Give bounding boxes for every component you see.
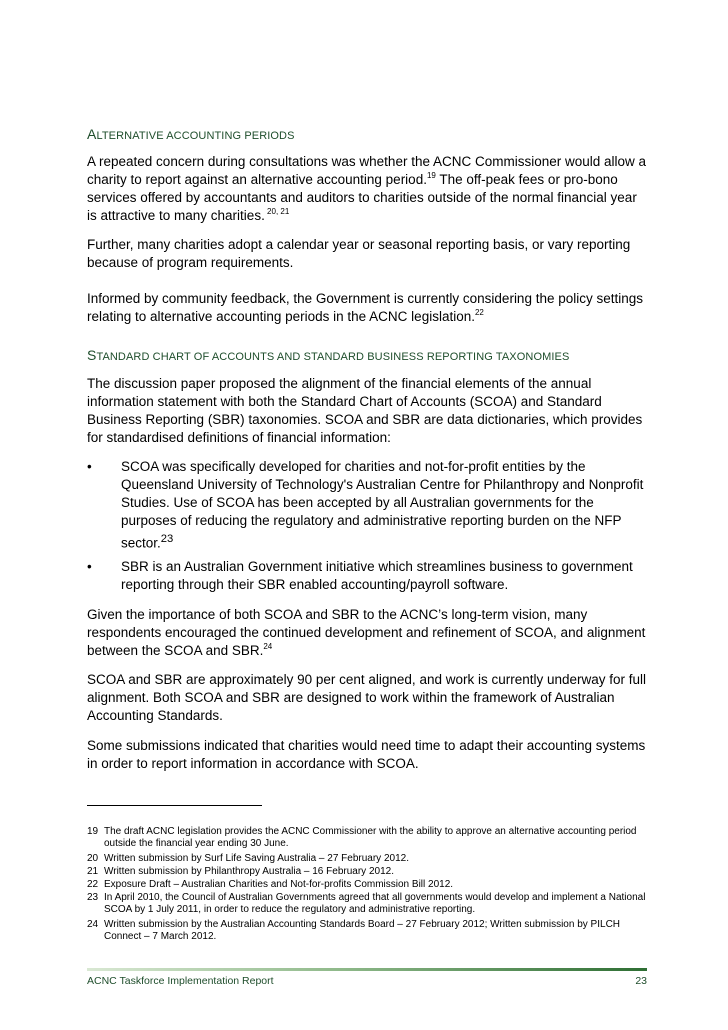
- paragraph: The discussion paper proposed the alignment of the financial elements of the annual information statement with both the Standard Chart of Accounts (SCOA) and Standard Business Reporting (SBR) taxonomies. SCOA and SBR are data dictionaries, which provides for standardised definitions of financial information:: [87, 376, 643, 445]
- footnote-text: Exposure Draft – Australian Charities and Not-for-profits Commission Bill 2012.: [104, 879, 454, 890]
- footnote: [87, 879, 647, 891]
- footnote-number: 24: [87, 919, 99, 930]
- footnote-ref: 23: [160, 533, 174, 545]
- paragraph: [87, 606, 649, 660]
- paragraph: Further, many charities adopt a calendar year or seasonal reporting basis, or vary reporting because of program requirements.: [87, 237, 631, 270]
- footnote-text: In April 2010, the Council of Australian Governments agreed that all governments would develop and implement a National SCOA by 1 July 2011, in order to reduce the regulatory and administrative reporting.: [104, 892, 646, 915]
- footnote-number: 23: [87, 892, 99, 903]
- footnote-number: 19: [87, 826, 99, 837]
- document-page: [87, 0, 647, 1030]
- footnote-text: Written submission by the Australian Accounting Standards Board – 27 February 2012; Written submission by PILCH Connect – 7 March 2012.: [104, 919, 621, 942]
- footnote: [87, 853, 647, 865]
- footnote: [87, 892, 647, 915]
- footnote-text: The draft ACNC legislation provides the ACNC Commissioner with the ability to approve an alternative accounting period outside the financial year ending 30 June.: [104, 826, 637, 849]
- paragraph-text: Given the importance of both SCOA and SBR to the ACNC’s long-term vision, many respondents encouraged the continued development and refinement of SCOA, and alignment between the SCOA and SBR.: [87, 607, 646, 658]
- footnote-ref: 20, 21: [264, 207, 290, 216]
- heading-initial: A: [87, 126, 97, 142]
- paragraph: Some submissions indicated that charities would need time to adapt their accounting systems in order to report information in accordance with SCOA.: [87, 738, 646, 771]
- paragraph-text: Informed by community feedback, the Government is currently considering the policy settings relating to alternative accounting periods in the ACNC legislation.: [87, 291, 644, 324]
- footnote-number: 22: [87, 879, 99, 890]
- heading-text: LTERNATIVE ACCOUNTING PERIODS: [96, 130, 295, 142]
- footnote-separator: [87, 805, 262, 806]
- heading-initial: S: [87, 347, 97, 363]
- footnote-ref: 24: [263, 642, 273, 651]
- footnote: [87, 919, 647, 942]
- footnote-text: Written submission by Philanthropy Australia – 16 February 2012.: [104, 866, 394, 877]
- footer-title: ACNC Taskforce Implementation Report: [87, 975, 274, 987]
- bullet-icon: •: [87, 459, 92, 474]
- paragraph-text: The off-peak fees or pro-bono services offered by accountants and auditors to charities outside of the normal financial year is attractive to many charities.: [87, 172, 637, 223]
- footer-divider: [87, 968, 647, 971]
- footnote-number: 20: [87, 853, 99, 864]
- section-heading-alternative-accounting: [87, 126, 295, 142]
- page-number: 23: [635, 975, 647, 987]
- footnote-ref: 22: [474, 308, 484, 317]
- bullet-item: [87, 558, 649, 594]
- footnote: [87, 826, 647, 849]
- paragraph: SCOA and SBR are approximately 90 per cent aligned, and work is currently underway for full alignment. Both SCOA and SBR are designed to work within the framework of Australian Accounting Standards.: [87, 672, 647, 723]
- footnote-number: 21: [87, 866, 99, 877]
- bullet-icon: •: [87, 559, 92, 574]
- section-heading-standard-chart: [87, 347, 569, 363]
- bullet-item: [87, 458, 649, 553]
- bullet-text-body: SCOA was specifically developed for charities and not-for-profit entities by the Queensland University of Technology's Australian Centre for Philanthropy and Nonprofit Studies. Use of SCOA has been accepted by all Australian governments for the purposes of reducing the regulatory and administrative reporting burden on the NFP sector.: [121, 459, 644, 551]
- footnote: [87, 866, 647, 878]
- footnote-ref: 19: [426, 171, 436, 180]
- footnote-text: Written submission by Surf Life Saving Australia – 27 February 2012.: [104, 853, 409, 864]
- bullet-text: [121, 458, 649, 553]
- bullet-text: SBR is an Australian Government initiative which streamlines business to government reporting through their SBR enabled accounting/payroll software.: [121, 559, 633, 592]
- paragraph-text: A repeated concern during consultations was whether the ACNC Commissioner would allow a charity to report against an alternative accounting period.: [87, 154, 647, 187]
- paragraph: [87, 290, 649, 326]
- heading-text: TANDARD CHART OF ACCOUNTS AND STANDARD BUSINESS REPORTING TAXONOMIES: [96, 351, 570, 363]
- paragraph: [87, 153, 649, 225]
